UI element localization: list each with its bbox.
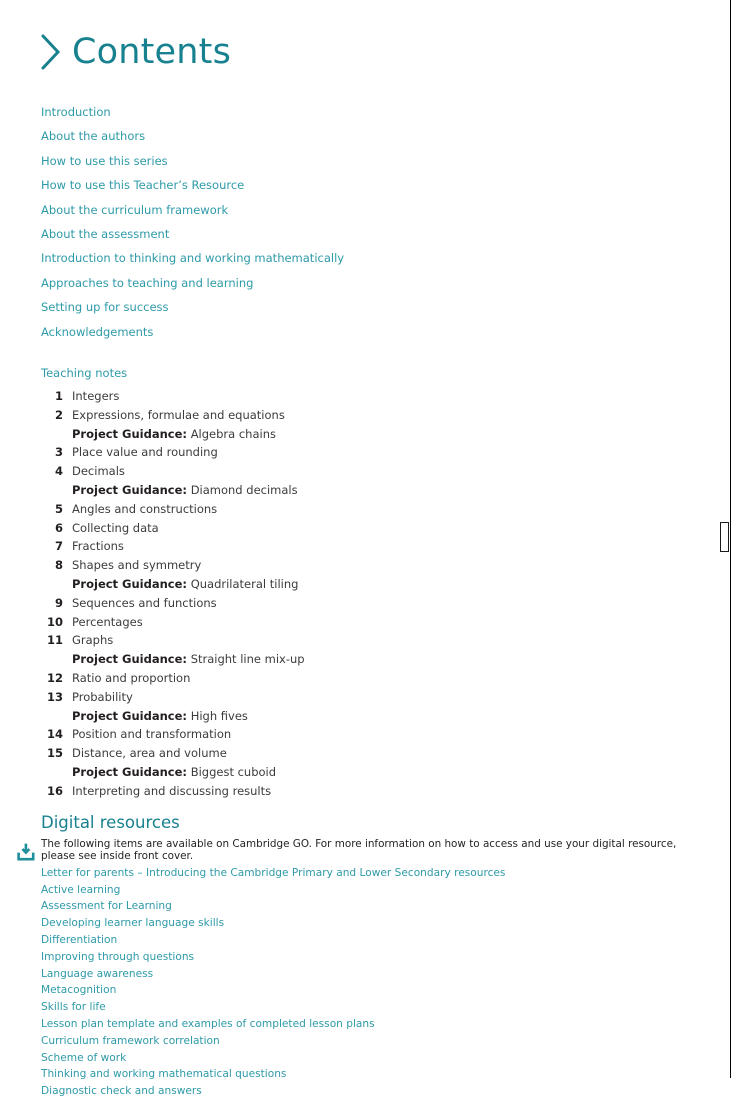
- page-title: Contents: [72, 32, 232, 72]
- digital-resource-link[interactable]: Thinking and working mathematical questions: [41, 1068, 287, 1081]
- frontmatter-link[interactable]: How to use this Teacher’s Resource: [41, 178, 245, 193]
- chapter-title: Interpreting and discussing results: [72, 783, 272, 798]
- project-guidance-title: High fives: [190, 708, 248, 723]
- teaching-notes-list: [0, 387, 730, 801]
- frontmatter-link[interactable]: Acknowledgements: [41, 324, 154, 339]
- chapter-title: Fractions: [72, 539, 124, 554]
- toc-row[interactable]: [0, 744, 730, 763]
- digital-resources-heading: Digital resources: [41, 812, 180, 832]
- project-guidance-label: Project Guidance:: [72, 483, 188, 498]
- chapter-number: 15: [46, 746, 63, 761]
- toc-row[interactable]: [0, 500, 730, 519]
- project-guidance-label: Project Guidance:: [72, 426, 188, 441]
- toc-row-project[interactable]: [0, 481, 730, 500]
- project-guidance: [63, 575, 298, 594]
- project-guidance-title: Straight line mix-up: [190, 652, 305, 667]
- chapter-title: Position and transformation: [72, 727, 232, 742]
- project-guidance-title: Quadrilateral tiling: [190, 577, 299, 592]
- toc-row[interactable]: [0, 725, 730, 744]
- chapter-title: Place value and rounding: [72, 445, 218, 460]
- chapter-title: Graphs: [72, 633, 114, 648]
- toc-row[interactable]: [0, 406, 730, 425]
- frontmatter-link[interactable]: About the curriculum framework: [41, 202, 229, 217]
- toc-row[interactable]: [0, 387, 730, 406]
- chapter-number: 12: [46, 671, 63, 686]
- chapter-title: Shapes and symmetry: [72, 558, 202, 573]
- digital-resource-link[interactable]: Differentiation: [41, 933, 118, 946]
- chevron-right-icon: [38, 31, 64, 73]
- digital-resource-link[interactable]: Lesson plan template and examples of completed lesson plans: [41, 1017, 375, 1030]
- toc-row[interactable]: [0, 613, 730, 632]
- frontmatter-link[interactable]: Setting up for success: [41, 300, 169, 315]
- project-guidance-title: Algebra chains: [190, 426, 276, 441]
- toc-row-project[interactable]: [0, 425, 730, 444]
- scrollbar-track[interactable]: [719, 0, 730, 1078]
- chapter-number: 2: [54, 407, 63, 422]
- chapter-number: 6: [54, 520, 63, 535]
- chapter-title: Probability: [72, 689, 133, 704]
- project-guidance-label: Project Guidance:: [72, 765, 188, 779]
- chapter-number: 13: [46, 689, 63, 704]
- project-guidance-title: Biggest cuboid: [190, 765, 277, 779]
- toc-row[interactable]: [0, 443, 730, 462]
- project-guidance: [63, 425, 276, 444]
- chapter-number: 4: [54, 464, 63, 479]
- page-title-row: [0, 0, 730, 80]
- digital-resource-link[interactable]: Diagnostic check and answers: [41, 1085, 202, 1098]
- digital-resource-link[interactable]: Curriculum framework correlation: [41, 1034, 220, 1047]
- digital-resource-link[interactable]: Skills for life: [41, 1001, 106, 1014]
- frontmatter-link-list: [0, 100, 730, 344]
- toc-row-project[interactable]: [0, 763, 730, 782]
- teaching-notes-label: Teaching notes: [41, 366, 128, 381]
- frontmatter-link[interactable]: How to use this series: [41, 153, 168, 168]
- chapter-title: Sequences and functions: [72, 595, 217, 610]
- toc-row-project[interactable]: [0, 707, 730, 726]
- digital-resource-link[interactable]: Active learning: [41, 883, 121, 896]
- toc-row[interactable]: [0, 519, 730, 538]
- scrollbar-thumb[interactable]: [720, 522, 729, 552]
- chapter-title: Collecting data: [72, 520, 159, 535]
- digital-resource-link[interactable]: Scheme of work: [41, 1051, 127, 1064]
- project-guidance: [63, 763, 276, 782]
- frontmatter-link[interactable]: Introduction to thinking and working mathematically: [41, 251, 345, 266]
- toc-row-project[interactable]: [0, 650, 730, 669]
- digital-resource-link[interactable]: Letter for parents – Introducing the Cambridge Primary and Lower Secondary resources: [41, 866, 506, 879]
- toc-row[interactable]: [0, 462, 730, 481]
- toc-row[interactable]: [0, 669, 730, 688]
- chapter-title: Expressions, formulae and equations: [72, 407, 285, 422]
- chapter-number: 1: [54, 389, 63, 404]
- chapter-title: Integers: [72, 389, 120, 404]
- chapter-number: 8: [54, 558, 63, 573]
- chapter-number: 16: [46, 783, 63, 798]
- chapter-number: 11: [46, 633, 63, 648]
- toc-row[interactable]: [0, 782, 730, 801]
- frontmatter-link[interactable]: About the authors: [41, 129, 146, 144]
- digital-resource-link[interactable]: Developing learner language skills: [41, 917, 225, 930]
- chapter-number: 14: [46, 727, 63, 742]
- toc-row[interactable]: [0, 537, 730, 556]
- project-guidance-label: Project Guidance:: [72, 652, 188, 667]
- digital-resource-link[interactable]: Improving through questions: [41, 950, 195, 963]
- download-icon: [16, 842, 36, 862]
- frontmatter-link[interactable]: Introduction: [41, 105, 111, 119]
- project-guidance: [63, 650, 305, 669]
- chapter-title: Distance, area and volume: [72, 746, 227, 761]
- project-guidance-title: Diamond decimals: [190, 483, 298, 498]
- digital-resource-link[interactable]: Language awareness: [41, 967, 154, 980]
- chapter-number: 3: [54, 445, 63, 460]
- chapter-number: 10: [46, 614, 63, 629]
- digital-resource-link[interactable]: Assessment for Learning: [41, 900, 172, 913]
- digital-resources-block: [0, 838, 730, 1100]
- chapter-title: Angles and constructions: [72, 501, 218, 516]
- chapter-title: Percentages: [72, 614, 143, 629]
- frontmatter-link[interactable]: Approaches to teaching and learning: [41, 275, 254, 290]
- toc-row[interactable]: [0, 556, 730, 575]
- project-guidance-label: Project Guidance:: [72, 577, 188, 592]
- chapter-title: Ratio and proportion: [72, 671, 191, 686]
- frontmatter-link[interactable]: About the assessment: [41, 227, 170, 242]
- digital-resources-intro: The following items are available on Cambridge GO. For more information on how to access and use your digital resource, please see inside front cover.: [41, 837, 677, 863]
- digital-resource-link[interactable]: Metacognition: [41, 984, 117, 997]
- project-guidance-label: Project Guidance:: [72, 708, 188, 723]
- toc-row[interactable]: [0, 631, 730, 650]
- chapter-number: 9: [54, 595, 63, 610]
- toc-row[interactable]: [0, 594, 730, 613]
- chapter-number: 7: [54, 539, 63, 554]
- chapter-number: 5: [54, 501, 63, 516]
- project-guidance: [63, 707, 248, 726]
- project-guidance: [63, 481, 298, 500]
- chapter-title: Decimals: [72, 464, 125, 479]
- toc-row-project[interactable]: [0, 575, 730, 594]
- toc-row[interactable]: [0, 688, 730, 707]
